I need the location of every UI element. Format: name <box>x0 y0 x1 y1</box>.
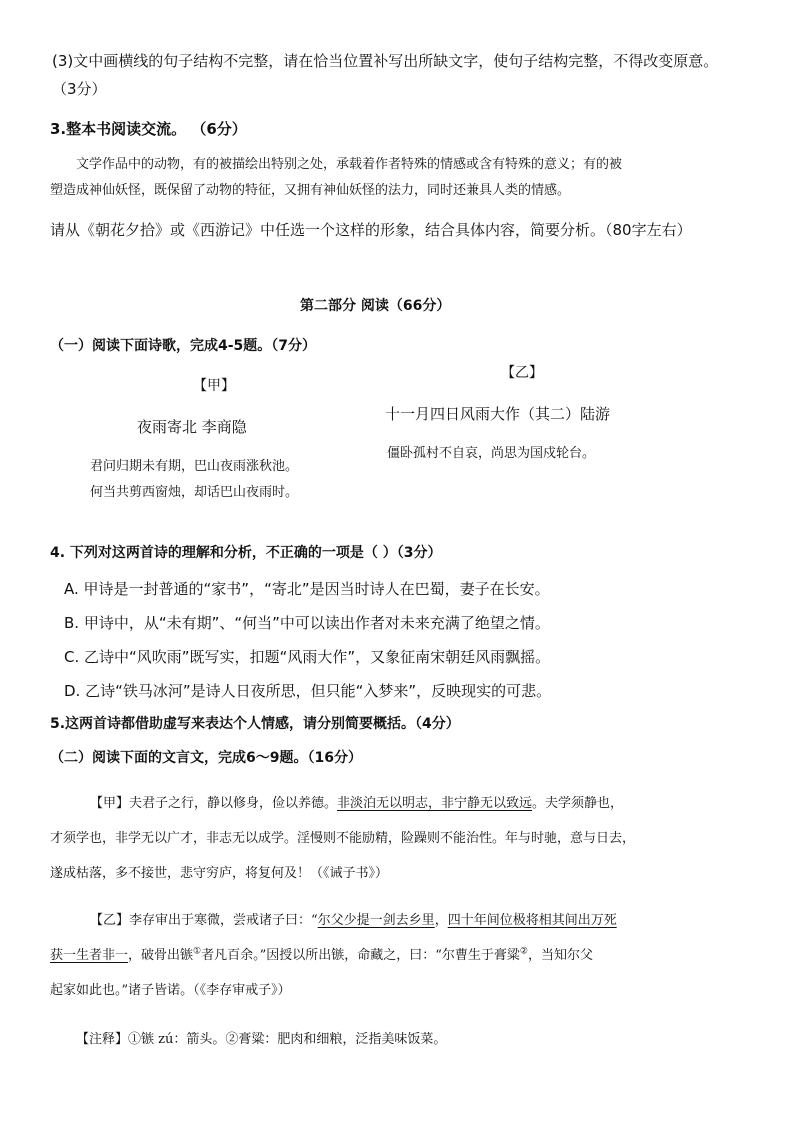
section-2-heading: （二）阅读下面的文言文，完成6～9题。（16分） <box>50 750 362 766</box>
passage-a-line-3: 遂成枯落，多不接世，悲守穷庐，将复何及！（《诫子书》） <box>50 866 389 881</box>
question-4-stem: 4. 下列对这两首诗的理解和分析，不正确的一项是（ ）（3分） <box>50 545 442 561</box>
question-3-heading: 3.整本书阅读交流。 （6分） <box>50 120 247 138</box>
question-3-material-line-1: 文学作品中的动物，有的被描绘出特别之处，承载着作者特殊的情感或含有特殊的意义；有的被 <box>76 157 623 172</box>
poem-b-line-1: 僵卧孤村不自哀，尚思为国戍轮台。 <box>387 446 596 461</box>
question-4-option-a: A. 甲诗是一封普通的“家书”，“寄北”是因当时诗人在巴蜀，妻子在长安。 <box>64 580 550 598</box>
question-4-option-d: D. 乙诗“铁马冰河”是诗人日夜所思，但只能“入梦来”，反映现实的可悲。 <box>64 682 552 700</box>
poem-a-marker: 【甲】 <box>193 378 235 394</box>
passage-b-line-3: 起家如此也。”诸子皆诺。（《李存审戒子》） <box>50 983 291 998</box>
passage-b-text: 者凡百余。”因授以所出镞，命藏之，曰：“尔曹生于膏粱 <box>201 948 520 963</box>
passage-b-text: ，当知尔父 <box>527 948 593 963</box>
footnote-marker-1: ① <box>193 946 202 957</box>
passage-a-line-2: 才须学也，非学无以广才，非志无以成学。淫慢则不能励精，险躁则不能治性。年与时驰，意与日去， <box>50 831 636 846</box>
footnote-marker-2: ② <box>519 946 528 957</box>
passage-b-marker: 【乙】 <box>90 913 130 928</box>
question-3-instruction: 请从《朝花夕拾》或《西游记》中任选一个这样的形象，结合具体内容，简要分析。（80字左右） <box>50 221 692 239</box>
passage-a-underlined-sentence: 非淡泊无以明志，非宁静无以致远 <box>337 796 533 811</box>
passage-a-line-1 <box>90 794 623 814</box>
question-4-option-c: C. 乙诗中“风吹雨”既写实，扣题“风雨大作”，又象征南宋朝廷风雨飘摇。 <box>64 648 551 666</box>
poem-a-line-2: 何当共剪西窗烛，却话巴山夜雨时。 <box>90 485 299 500</box>
passage-b-underlined-phrase-3: 获一生者非一 <box>50 948 129 963</box>
poem-b-title: 十一月四日风雨大作（其二）陆游 <box>385 405 611 423</box>
passage-a-text: 夫君子之行，静以修身，俭以养德。 <box>129 796 338 811</box>
passage-b-text: ，破骨出镞 <box>128 948 194 963</box>
passage-b-underlined-phrase-1: 尔父少提一剑去乡里 <box>317 913 435 928</box>
question-5-stem: 5.这两首诗都借助虚写来表达个人情感，请分别简要概括。（4分） <box>50 716 460 732</box>
passage-b-underlined-phrase-2: 四十年间位极将相其间出万死 <box>447 913 617 928</box>
poem-a-title: 夜雨寄北 李商隐 <box>137 418 247 436</box>
poem-a-line-1: 君问归期未有期，巴山夜雨涨秋池。 <box>90 459 299 474</box>
passage-b-text: 李存审出于寒微，尝戒诸子曰：“ <box>129 913 318 928</box>
poem-b-marker: 【乙】 <box>501 365 543 381</box>
passage-b-line-1 <box>90 911 617 931</box>
section-1-heading: （一）阅读下面诗歌，完成4-5题。（7分） <box>50 338 317 354</box>
passage-a-text: 。夫学须静也， <box>532 796 624 811</box>
annotation-note: 【注释】①镞 zú：箭头。②膏粱：肥肉和细粮，泛指美味饭菜。 <box>76 1032 447 1047</box>
question-2-3-text: (3)文中画横线的句子结构不完整，请在恰当位置补写出所缺文字，使句子结构完整，不得改变原意。 <box>52 52 719 70</box>
passage-a-marker: 【甲】 <box>90 796 130 811</box>
passage-b-text: ， <box>434 913 448 928</box>
question-2-3-score: （3分） <box>52 80 107 98</box>
question-4-option-b: B. 甲诗中，从“未有期”、“何当”中可以读出作者对未来充满了绝望之情。 <box>64 614 550 632</box>
part-2-title: 第二部分 阅读（66分） <box>300 298 451 314</box>
question-3-material-line-2: 塑造成神仙妖怪，既保留了动物的特征，又拥有神仙妖怪的法力，同时还兼具人类的情感。 <box>50 183 571 198</box>
passage-b-line-2 <box>50 946 593 966</box>
